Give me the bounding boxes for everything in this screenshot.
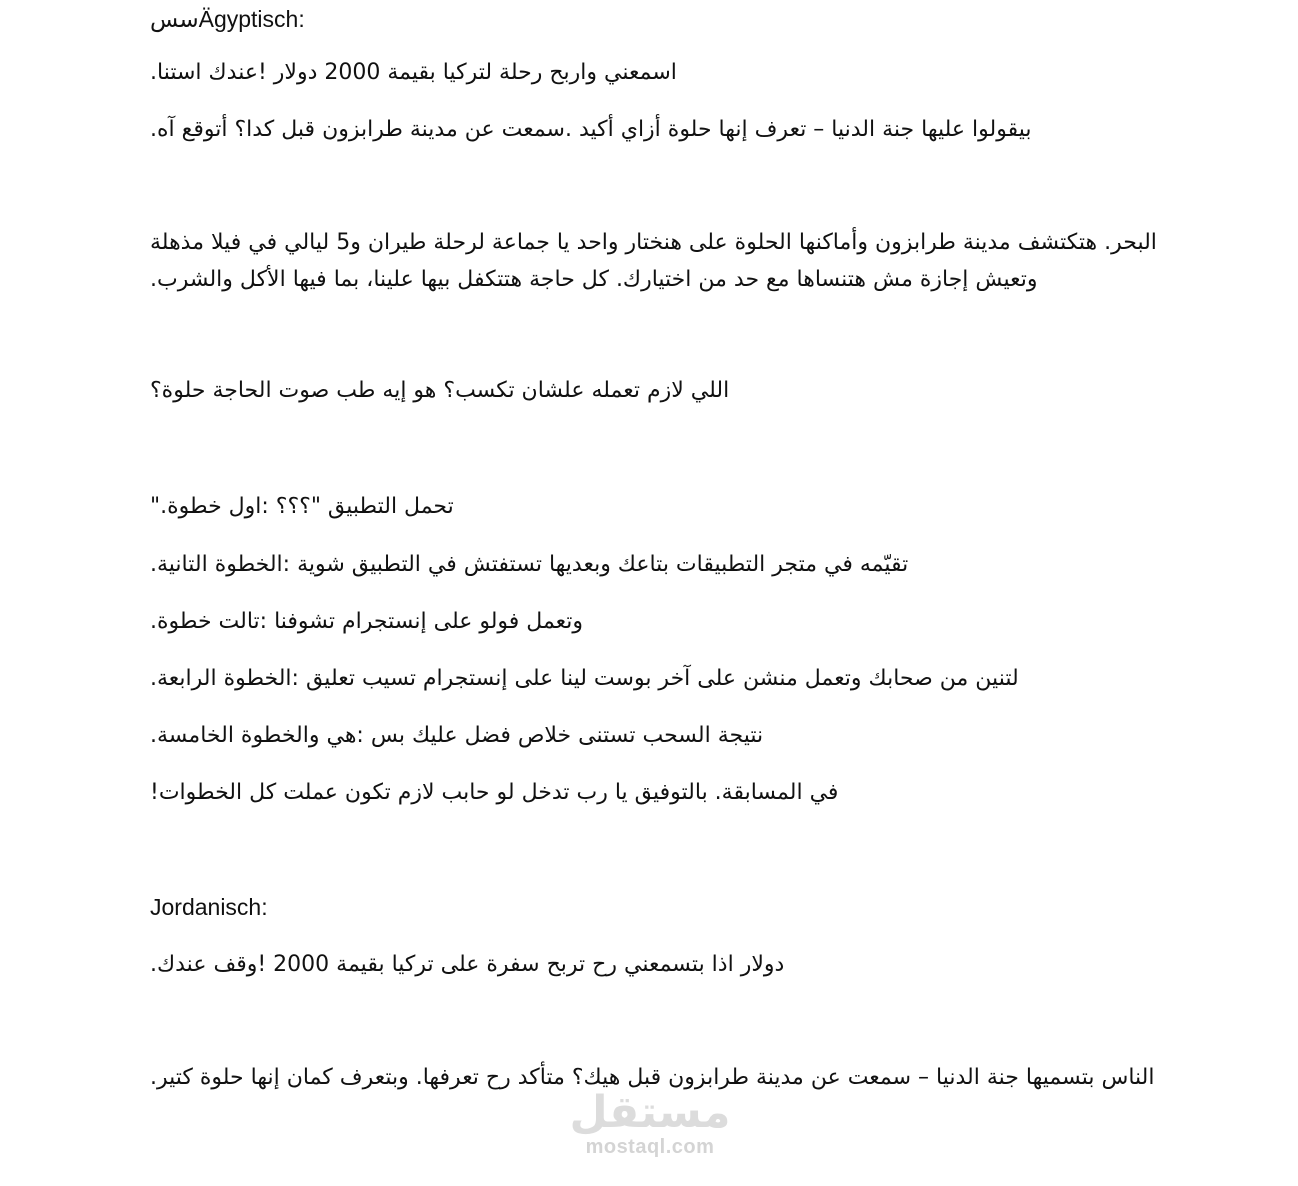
- step-line: .نتيجة السحب تستنى خلاص فضل عليك بس :هي والخطوة الخامسة: [150, 723, 764, 748]
- paragraph-line: .بيقولوا عليها جنة الدنيا – تعرف إنها حلوة أزاي أكيد .سمعت عن مدينة طرابزون قبل كدا؟ أتوقع آه: [150, 117, 1032, 142]
- step-line: .وتعمل فولو على إنستجرام تشوفنا :تالت خطوة: [150, 609, 584, 634]
- paragraph-line: .الناس بتسميها جنة الدنيا – سمعت عن مدينة طرابزون قبل هيك؟ متأكد رح تعرفها. وبتعرف كمان إنها حلوة كتير: [150, 1065, 1155, 1090]
- paragraph-line: .وتعيش إجازة مش هتنساها مع حد من اختيارك. كل حاجة هتتكفل بيها علينا، بما فيها الأكل والشرب: [150, 267, 1038, 292]
- step-line: ".تحمل التطبيق "؟؟؟ :اول خطوة: [150, 494, 454, 519]
- watermark-domain: mostaql.com: [585, 1136, 715, 1158]
- paragraph-line: اللي لازم تعمله علشان تكسب؟ هو إيه طب صوت الحاجة حلوة؟: [150, 378, 730, 403]
- paragraph-line: .دولار اذا بتسمعني رح تربح سفرة على تركيا بقيمة 2000 !وقف عندك: [150, 952, 785, 977]
- step-line: .تقيّمه في متجر التطبيقات بتاعك وبعديها تستفتش في التطبيق شوية :الخطوة التانية: [150, 552, 909, 577]
- step-line: .لتنين من صحابك وتعمل منشن على آخر بوست لينا على إنستجرام تسيب تعليق :الخطوة الرابعة: [150, 666, 1019, 691]
- section-label-jordanian: Jordanisch:: [150, 894, 268, 920]
- step-line: !في المسابقة. بالتوفيق يا رب تدخل لو حابب لازم تكون عملت كل الخطوات: [150, 780, 839, 805]
- mostaql-watermark: [560, 1087, 740, 1158]
- section-label-egyptian: سسÄgyptisch:: [150, 6, 305, 32]
- paragraph-line: .اسمعني واربح رحلة لتركيا بقيمة 2000 دولار !عندك استنا: [150, 60, 677, 85]
- paragraph-line: البحر. هتكتشف مدينة طرابزون وأماكنها الحلوة على هنختار واحد يا جماعة لرحلة طيران و5 ليالي في فيلا مذهلة: [150, 230, 1157, 255]
- watermark-logo: مستقل: [569, 1087, 731, 1138]
